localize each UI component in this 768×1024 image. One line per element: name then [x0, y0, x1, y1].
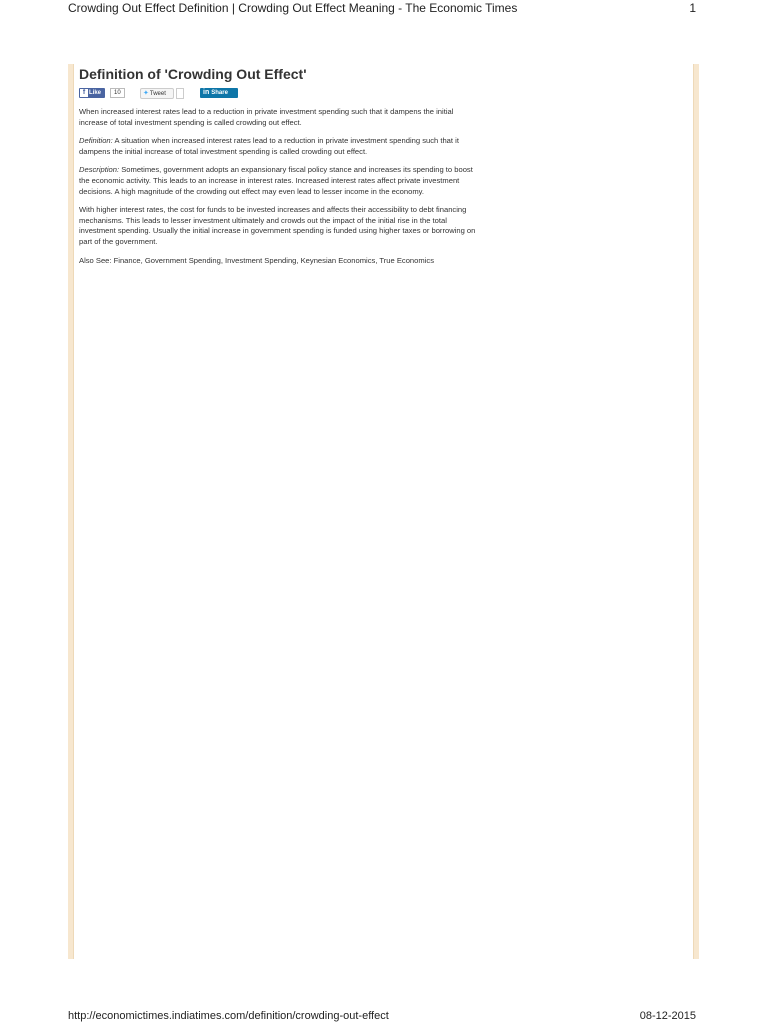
description-paragraph — [79, 165, 483, 197]
like-label: Like — [89, 90, 102, 96]
linkedin-icon: in — [203, 89, 210, 96]
right-border-bar — [693, 64, 699, 959]
left-border-bar — [68, 64, 74, 959]
print-date: 08-12-2015 — [639, 1010, 696, 1022]
social-share-bar — [79, 88, 483, 102]
tweet-label: Tweet — [149, 91, 166, 97]
description-label: Description: — [79, 165, 120, 175]
definition-paragraph — [79, 136, 483, 157]
also-see-links[interactable]: Also See: Finance, Government Spending, Investment Spending, Keynesian Economics, True Economics — [79, 255, 434, 265]
definition-text: A situation when increased interest rates lead to a reduction in private investment spending such that it dampens the initial increase of total investment spending is called crowding out effect. — [79, 136, 459, 156]
article — [79, 66, 483, 274]
tweet-count-badge — [176, 88, 184, 99]
description-text: Sometimes, government adopts an expansionary fiscal policy stance and increases its spending to boost the economic activity. This leads to an increase in interest rates. Increased interest rates affect private investment decisions. A high magnitude of the crowding out effect may even lead to lesser income in the economy. — [79, 165, 473, 196]
like-count-badge: 10 — [110, 88, 125, 98]
document-title: Crowding Out Effect Definition | Crowding Out Effect Meaning - The Economic Times — [68, 1, 518, 15]
print-footer — [0, 1010, 768, 1024]
definition-label: Definition: — [79, 136, 113, 146]
print-header — [0, 0, 768, 20]
intro-paragraph: When increased interest rates lead to a reduction in private investment spending such that it dampens the initial increase of total investment spending is called crowding out effect. — [79, 107, 454, 127]
page-url: http://economictimes.indiatimes.com/definition/crowding-out-effect — [68, 1010, 389, 1022]
linkedin-share-button[interactable] — [200, 88, 238, 98]
facebook-icon: f — [80, 89, 88, 97]
tweet-button[interactable] — [140, 88, 174, 99]
page-number: 1 — [689, 1, 696, 15]
article-title: Definition of 'Crowding Out Effect' — [79, 66, 307, 82]
share-label: Share — [211, 90, 228, 96]
twitter-icon: ✦ — [143, 90, 149, 97]
facebook-like-button[interactable] — [79, 88, 105, 98]
body-paragraph: With higher interest rates, the cost for funds to be invested increases and affects their accessibility to debt financing mechanisms. This leads to lesser investment ultimately and crowds out the impact of the initial rise in the total investment spending. Usually the initial increase in government spending is funded using higher taxes or borrowing on part of the government. — [79, 205, 476, 246]
